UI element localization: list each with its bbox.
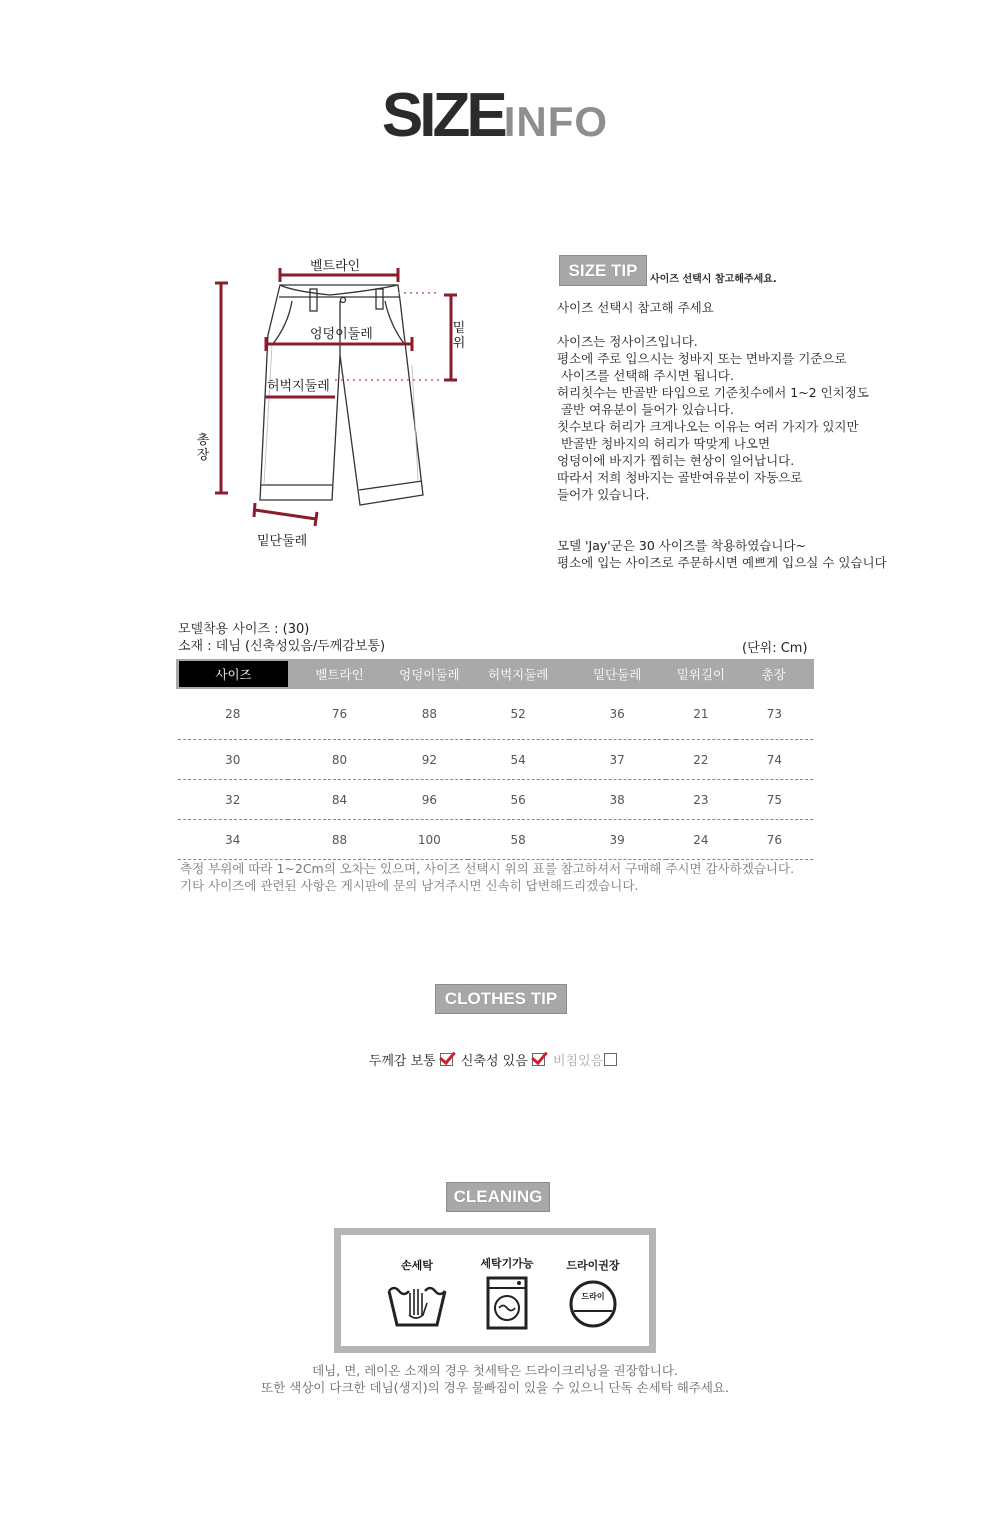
size-tip-line (557, 316, 977, 333)
header-size: 사이즈 (178, 660, 289, 688)
header-beltline: 벨트라인 (288, 660, 391, 688)
cleaning-note-line: 데님, 면, 레이온 소재의 경우 첫세탁은 드라이크리닝을 권장합니다. (312, 1363, 678, 1378)
thickness-checked-icon (440, 1053, 453, 1066)
cell-thigh: 58 (468, 820, 569, 860)
washing-machine-item (467, 1255, 547, 1334)
header-thigh: 허벅지둘레 (468, 660, 569, 688)
cell-thigh: 54 (468, 740, 569, 780)
header-length: 총장 (736, 660, 812, 688)
label-hip: 엉덩이둘레 (310, 327, 373, 342)
cell-hip: 100 (391, 820, 468, 860)
pants-measurement-diagram (180, 245, 480, 565)
header-rise: 밑위길이 (666, 660, 737, 688)
hand-wash-icon (386, 1279, 448, 1331)
cell-length: 76 (736, 820, 812, 860)
material-info: 소재 : 데님 (신축성있음/두께감보통) (178, 639, 386, 654)
cell-hem: 38 (569, 780, 666, 820)
cell-hem: 39 (569, 820, 666, 860)
label-total-length: 총장 (196, 433, 210, 463)
dry-clean-inner-text: 드라이 (581, 1292, 605, 1301)
cell-rise: 23 (666, 780, 737, 820)
cell-size: 32 (178, 780, 289, 820)
cell-rise: 21 (666, 688, 737, 740)
label-thigh: 허벅지둘레 (267, 379, 330, 394)
size-tip-line: 평소에 입는 사이즈로 주문하시면 예쁘게 입으실 수 있습니다 (557, 555, 887, 570)
measurement-note (180, 860, 794, 894)
cell-hem: 37 (569, 740, 666, 780)
size-tip-line: 골반 여유분이 들어가 있습니다. (557, 402, 734, 417)
clothes-tip-row (0, 1050, 990, 1069)
label-rise: 밑위 (452, 321, 466, 351)
size-tip-line: 사이즈는 정사이즈입니다. (557, 334, 698, 349)
cell-hip: 88 (391, 688, 468, 740)
model-size-info: 모델착용 사이즈 : (30) (178, 622, 310, 637)
size-tip-side-note: 사이즈 선택시 참고해주세요. (650, 274, 777, 285)
size-table (176, 659, 814, 860)
cell-hip: 96 (391, 780, 468, 820)
cell-rise: 22 (666, 740, 737, 780)
size-tip-line: 칫수보다 허리가 크게나오는 이유는 여러 가지가 있지만 (557, 419, 859, 434)
dry-clean-icon (568, 1279, 618, 1329)
cleaning-icons-box (334, 1228, 656, 1353)
logo-size-text: SIZE (381, 81, 504, 150)
cell-length: 73 (736, 688, 812, 740)
table-row (178, 740, 813, 780)
seethrough-label: 비침있음 (552, 1054, 604, 1069)
cleaning-note (0, 1362, 990, 1396)
logo-info-text: INFO (503, 98, 609, 145)
cell-length: 75 (736, 780, 812, 820)
cell-size: 34 (178, 820, 289, 860)
cell-thigh: 52 (468, 688, 569, 740)
label-hem: 밑단둘레 (257, 534, 308, 549)
label-beltline: 벨트라인 (310, 259, 361, 274)
clothes-tip-tag: CLOTHES TIP (435, 984, 567, 1014)
table-row (178, 820, 813, 860)
dry-clean-label: 드라이권장 (566, 1259, 620, 1272)
stretch-label: 신축성 있음 (460, 1054, 528, 1069)
cell-length: 74 (736, 740, 812, 780)
cell-thigh: 56 (468, 780, 569, 820)
cell-beltline: 84 (288, 780, 391, 820)
seethrough-unchecked-icon (604, 1053, 617, 1066)
cell-hem: 36 (569, 688, 666, 740)
cell-beltline: 80 (288, 740, 391, 780)
size-tip-line: 들어가 있습니다. (557, 487, 650, 502)
size-tip-line: 모델 'Jay'군은 30 사이즈를 착용하였습니다~ (557, 538, 807, 553)
size-tip-line: 허리칫수는 반골반 타입으로 기준칫수에서 1~2 인치정도 (557, 385, 869, 400)
stretch-checked-icon (532, 1053, 545, 1066)
table-row (178, 688, 813, 740)
unit-info: (단위: Cm) (742, 641, 808, 656)
hand-wash-label: 손세탁 (401, 1259, 433, 1272)
note-line: 측정 부위에 따라 1~2Cm의 오차는 있으며, 사이즈 선택시 위의 표를 참고하셔서 구매해 주시면 감사하겠습니다. (180, 861, 795, 876)
hand-wash-item (381, 1257, 453, 1334)
size-tip-line (557, 520, 977, 537)
header-hem: 밑단둘레 (569, 660, 666, 688)
cell-beltline: 76 (288, 688, 391, 740)
washing-machine-label: 세탁기가능 (480, 1257, 534, 1270)
dry-clean-item (553, 1257, 633, 1329)
size-tip-line: 엉덩이에 바지가 찝히는 현상이 일어납니다. (557, 453, 795, 468)
washing-machine-icon (485, 1275, 529, 1331)
size-tip-line (557, 503, 977, 520)
pants-illustration (180, 245, 480, 565)
cell-rise: 24 (666, 820, 737, 860)
thickness-label: 두께감 보통 (368, 1054, 436, 1069)
cleaning-tag: CLEANING (446, 1182, 550, 1212)
note-line: 기타 사이즈에 관련된 사항은 게시판에 문의 남겨주시면 신속히 답변해드리겠습니다. (180, 878, 639, 893)
cell-beltline: 88 (288, 820, 391, 860)
size-tip-line: 사이즈 선택시 참고해 주세요 (557, 300, 714, 315)
table-row (178, 780, 813, 820)
cell-size: 28 (178, 688, 289, 740)
size-tip-line: 평소에 주로 입으시는 청바지 또는 면바지를 기준으로 (557, 351, 847, 366)
size-info-logo (0, 80, 990, 151)
cleaning-note-line: 또한 색상이 다크한 데님(생지)의 경우 물빠짐이 있을 수 있으니 단독 손세탁 해주세요. (261, 1380, 729, 1395)
cell-hip: 92 (391, 740, 468, 780)
size-tip-line: 사이즈를 선택해 주시면 됩니다. (557, 368, 734, 383)
size-tip-text (557, 299, 977, 571)
size-tip-line: 반골반 청바지의 허리가 딱맞게 나오면 (557, 436, 771, 451)
size-tip-tag: SIZE TIP (559, 255, 647, 286)
header-hip: 엉덩이둘레 (391, 660, 468, 688)
size-table-header-row (178, 660, 813, 688)
size-tip-line: 따라서 저희 청바지는 골반여유분이 자동으로 (557, 470, 803, 485)
cell-size: 30 (178, 740, 289, 780)
